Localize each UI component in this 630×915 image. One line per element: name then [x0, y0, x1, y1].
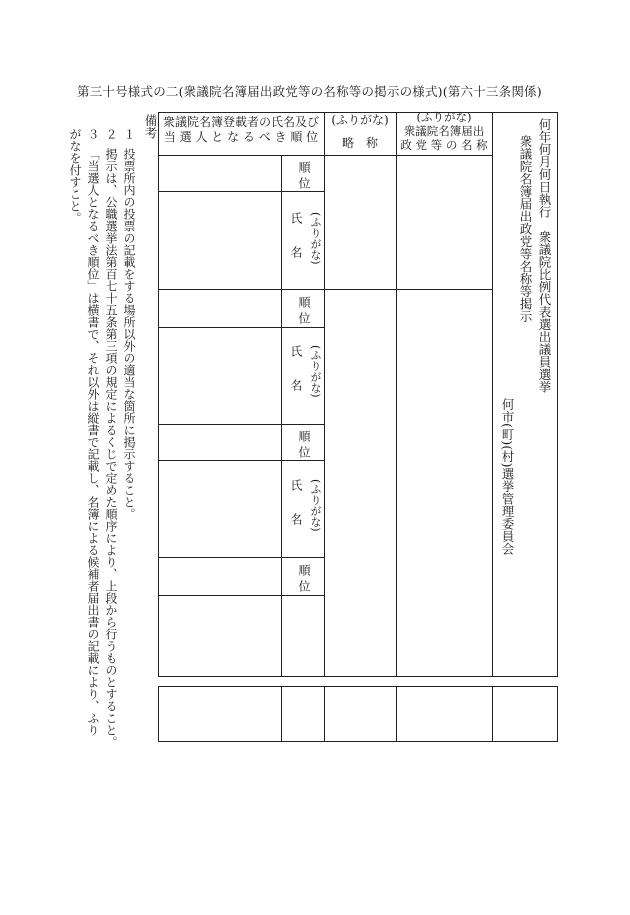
note-item-continuation [67, 128, 83, 224]
abbr-furigana: (ふりがな) [331, 113, 389, 127]
abbr-label: 略 称 [341, 136, 378, 150]
name-label: 氏名 [289, 212, 303, 280]
name-label: 氏名 [289, 479, 303, 547]
form-title: 第三十号様式の二(衆議院名簿届出政党等の名称等の掲示の様式)(第六十三条関係) [77, 84, 542, 99]
note-text: 投票所内の投票の記載をする場所以外の適当な箇所に掲示すること。 [122, 148, 136, 520]
party-row-divider [324, 289, 492, 290]
lower-table-border [492, 686, 493, 742]
candidates-header-line1: 衆議院名簿登載者の氏名及び [162, 115, 319, 129]
lower-table-border [557, 686, 558, 742]
lower-table-border [324, 686, 325, 742]
column-divider [324, 112, 325, 677]
committee-name: 何市(町)(村)選挙管理委員会 [500, 398, 515, 556]
note-text: がなを付すこと。 [68, 128, 82, 224]
rank-label: 順位 [297, 564, 311, 596]
table-bottom-border [158, 676, 557, 677]
note-number: ３ [86, 128, 100, 140]
note-number: １ [122, 128, 136, 140]
lower-table-border [396, 686, 397, 742]
note-item [121, 128, 137, 520]
column-divider [492, 112, 493, 677]
notes-heading: 備考 [143, 114, 158, 139]
note-item [103, 128, 119, 748]
party-name-line1: 衆議院名簿届出 [403, 124, 485, 138]
name-furigana-label: (ふりがな) [309, 345, 322, 398]
posting-title: 衆議院名簿届出政党等名称等掲示 [518, 135, 533, 323]
rank-label: 順位 [297, 161, 311, 193]
party-name-header [396, 110, 492, 152]
lower-table-border [158, 686, 159, 742]
candidates-header-line2: 当 選 人 と な る べ き 順 位 [163, 130, 319, 144]
row-divider [158, 289, 324, 290]
election-title: 何年何月何日執行 衆議院比例代表選出議員選挙 [537, 118, 552, 393]
party-name-line2: 政 党 等 の 名 称 [400, 138, 488, 152]
name-furigana-label: (ふりがな) [309, 479, 322, 532]
table-right-border [557, 112, 558, 677]
lower-table-border [281, 686, 282, 742]
rank-label: 順位 [297, 430, 311, 462]
name-furigana-label: (ふりがな) [309, 212, 322, 265]
note-text: 「当選人となるべき順位」は横書で、それ以外は縦書で記載し、名簿による候補者届出書の記載により、ふり [86, 148, 100, 736]
rank-label: 順位 [297, 296, 311, 328]
note-text: 掲示は、公職選挙法第百七十五条第三項の規定によるくじで定めた順序により、上段から行うものとすること。 [104, 148, 118, 748]
note-item [85, 128, 101, 736]
lower-table-bottom [158, 741, 557, 742]
abbr-header [324, 113, 396, 151]
header-bottom-border [158, 155, 492, 156]
table-left-border [158, 112, 159, 677]
column-divider [396, 112, 397, 677]
party-name-furigana: (ふりがな) [416, 110, 472, 124]
note-number: ２ [104, 128, 118, 140]
row-divider [158, 424, 324, 425]
row-divider [158, 557, 324, 558]
name-label: 氏名 [289, 345, 303, 413]
candidates-header [158, 115, 324, 145]
lower-table-top [158, 686, 557, 687]
column-divider [281, 155, 282, 677]
